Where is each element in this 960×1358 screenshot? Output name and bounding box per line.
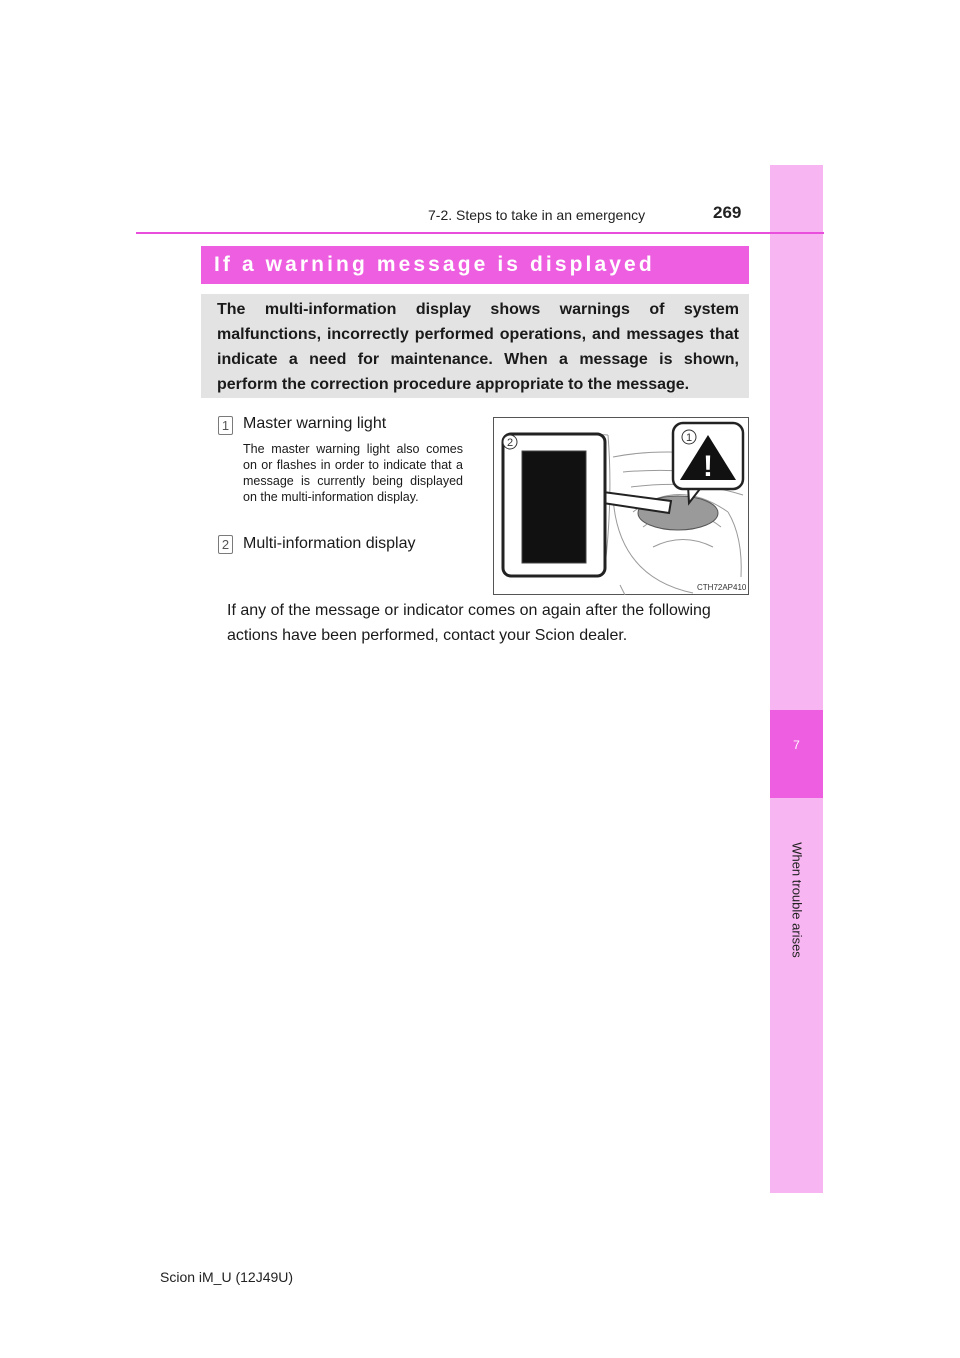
warning-symbol: ! — [703, 450, 713, 483]
item-number-badge-1: 1 — [218, 416, 233, 435]
chapter-label[interactable]: When trouble arises — [789, 842, 805, 958]
chapter-tab-strip — [770, 165, 823, 1193]
page-number: 269 — [713, 203, 742, 222]
section-reference: 7-2. Steps to take in an emergency — [428, 207, 646, 223]
illustration-code: CTH72AP410 — [697, 583, 747, 592]
item-2-label: Multi-information display — [243, 535, 416, 552]
callout-number-2: 2 — [506, 437, 514, 449]
section-title: If a warning message is displayed — [214, 253, 655, 276]
chapter-tab-active[interactable] — [770, 710, 823, 798]
callout-number-1: 1 — [685, 432, 693, 444]
multi-information-display-screen — [522, 451, 586, 563]
intro-text: The multi-information display shows warnings of system malfunctions, incorrectly performed operations, and messages that indicate a need for maintenance. When a message is shown, perform the correction procedure appropriate to the message. — [217, 301, 739, 393]
header-rule — [136, 232, 824, 234]
item-1-label: Master warning light — [243, 415, 387, 432]
body-paragraph: If any of the message or indicator comes on again after the following actions have been performed, contact your Scion dealer. — [227, 602, 711, 644]
model-footer: Scion iM_U (12J49U) — [160, 1269, 294, 1285]
item-1-description: The master warning light also comes on or flashes in order to indicate that a message is currently being displayed on the multi-information display. — [243, 442, 463, 504]
item-number-badge-2: 2 — [218, 535, 233, 554]
chapter-number: 7 — [793, 738, 800, 752]
dashboard-illustration — [493, 417, 749, 595]
